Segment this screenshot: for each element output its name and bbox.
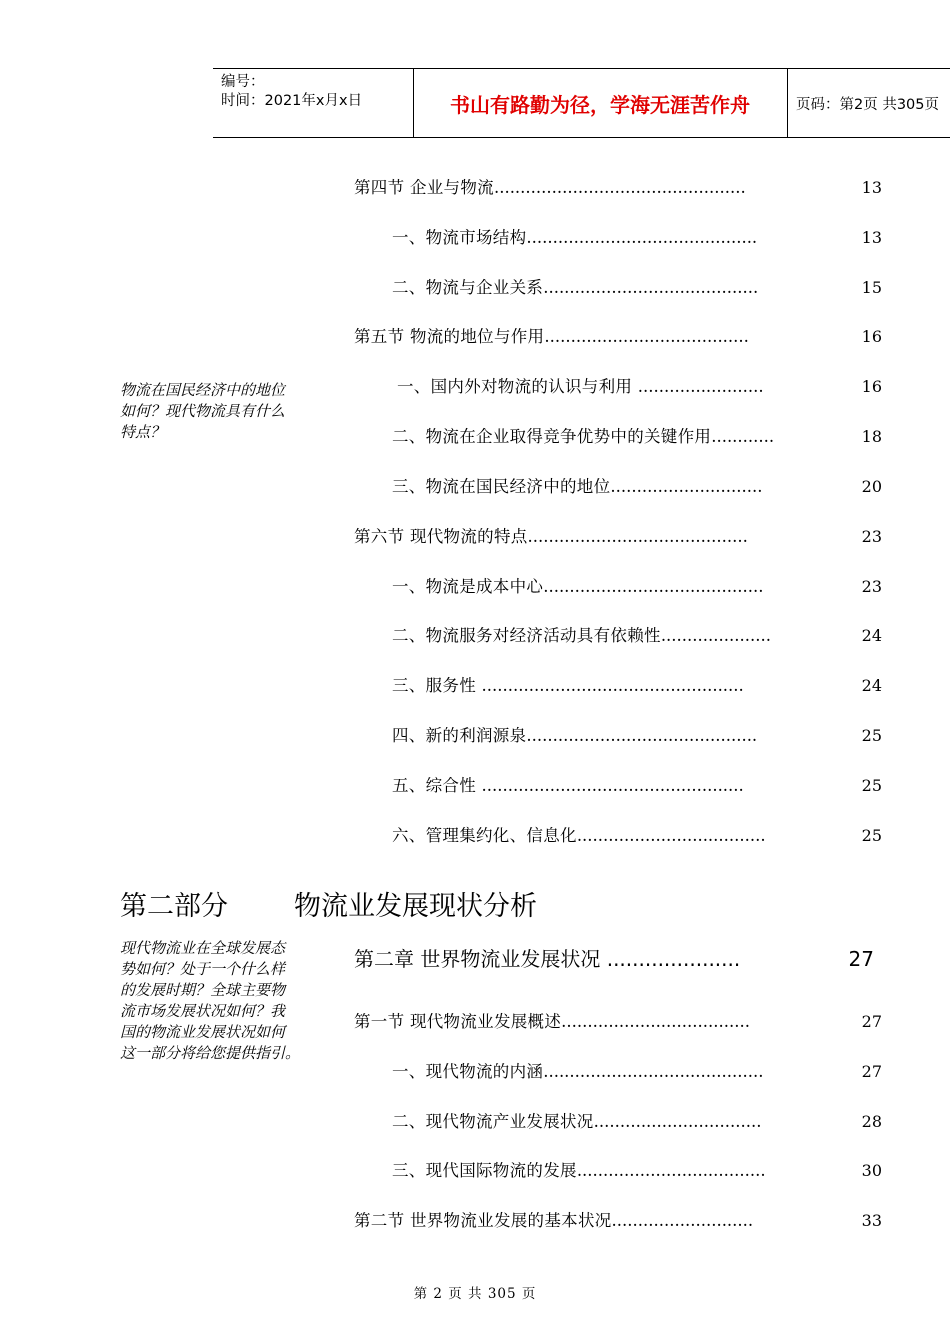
toc-entry	[392, 426, 774, 448]
toc-entry-text: 二、物流与企业关系	[392, 278, 544, 297]
toc-entry-text: 第四节 企业与物流	[354, 178, 494, 197]
side-note-line: 如何？现代物流具有什么	[120, 402, 286, 420]
toc-entry-text: 二、物流服务对经济活动具有依赖性	[392, 626, 661, 645]
toc-entry	[392, 825, 766, 847]
part-title: 物流业发展现状分析	[294, 891, 537, 922]
header-page-label: 页码：第2页 共305页	[796, 97, 940, 113]
toc-leader: ............................................	[526, 228, 758, 247]
toc-chapter-text: 第二章 世界物流业发展状况	[354, 947, 607, 971]
toc-page-number: 27	[861, 1012, 882, 1031]
toc-leader: ....................................	[561, 1012, 750, 1031]
toc-leader: ............................................	[526, 726, 758, 745]
toc-entry-text: 三、物流在国民经济中的地位	[392, 477, 611, 496]
toc-entry	[392, 675, 744, 697]
toc-entry	[354, 1011, 750, 1033]
page-header	[213, 68, 950, 138]
toc-entry	[392, 775, 744, 797]
toc-entry-text: 二、现代物流产业发展状况	[392, 1112, 594, 1131]
toc-entry-text: 第五节 物流的地位与作用	[354, 327, 545, 346]
page-footer: 第 2 页 共 305 页	[413, 1286, 537, 1302]
side-note-line: 特点？	[120, 423, 166, 441]
toc-leader: ........................	[637, 377, 764, 396]
toc-page-number: 28	[861, 1112, 882, 1131]
toc-page-number: 24	[861, 626, 882, 645]
side-note-line: 势如何？处于一个什么样	[120, 960, 286, 978]
toc-entry-text: 六、管理集约化、信息化	[392, 826, 577, 845]
toc-leader: .............................	[610, 477, 763, 496]
toc-page-number: 24	[861, 676, 882, 695]
toc-entry-text: 一、现代物流的内涵	[392, 1062, 544, 1081]
side-note-line: 国的物流业发展状况如何	[120, 1023, 286, 1041]
toc-entry-text: 一、物流市场结构	[392, 228, 527, 247]
header-divider	[787, 69, 788, 137]
side-note-line: 的发展时期？全球主要物	[120, 981, 286, 999]
toc-leader: ..........................................	[543, 1062, 764, 1081]
toc-page-number: 27	[861, 1062, 882, 1081]
toc-page-number: 18	[861, 427, 882, 446]
toc-leader: .......................................	[544, 327, 749, 346]
toc-page-number: 20	[861, 477, 882, 496]
toc-entry-text: 一、物流是成本中心	[392, 577, 544, 596]
toc-entry-text: 二、物流在企业取得竞争优势中的关键作用	[392, 427, 712, 446]
toc-entry-text: 三、服务性	[392, 676, 482, 695]
toc-entry-text: 五、综合性	[392, 776, 482, 795]
toc-entry	[392, 1160, 766, 1182]
side-note-line: 物流在国民经济中的地位	[120, 381, 286, 399]
toc-page-number: 16	[861, 377, 882, 396]
toc-entry	[397, 376, 764, 398]
side-note-line: 现代物流业在全球发展态	[120, 939, 286, 957]
side-note	[120, 380, 320, 443]
toc-leader: ...........................	[611, 1211, 754, 1230]
toc-entry	[354, 326, 749, 348]
toc-entry	[392, 277, 758, 299]
toc-page-number: 23	[861, 527, 882, 546]
toc-entry	[392, 476, 763, 498]
toc-entry	[392, 576, 764, 598]
toc-leader: ................................................	[493, 178, 746, 197]
toc-page-number: 13	[861, 178, 882, 197]
toc-page-number: 25	[861, 776, 882, 795]
toc-entry	[354, 177, 746, 199]
toc-entry	[392, 725, 757, 747]
toc-leader: ..........................................	[527, 527, 748, 546]
header-motto: 书山有路勤为径，学海无涯苦作舟	[450, 93, 750, 117]
toc-leader: ..........................................	[543, 577, 764, 596]
toc-leader: ....................................	[576, 826, 766, 845]
header-code-label: 编号：	[221, 74, 265, 90]
toc-leader: ................................	[593, 1112, 762, 1131]
toc-entry-text: 一、国内外对物流的认识与利用	[397, 377, 638, 396]
toc-entry-text: 第二节 世界物流业发展的基本状况	[354, 1211, 612, 1230]
toc-page-number: 25	[861, 826, 882, 845]
toc-entry-text: 三、现代国际物流的发展	[392, 1161, 577, 1180]
toc-page-number: 23	[861, 577, 882, 596]
toc-page-number: 13	[861, 228, 882, 247]
toc-page-number: 33	[861, 1211, 882, 1230]
toc-entry	[354, 1210, 753, 1232]
toc-entry-text: 四、新的利润源泉	[392, 726, 527, 745]
toc-chapter-page-number: 27	[848, 947, 874, 971]
toc-page-number: 30	[861, 1161, 882, 1180]
toc-leader: ....................................	[576, 1161, 766, 1180]
toc-leader: ............	[711, 427, 775, 446]
toc-page-number: 25	[861, 726, 882, 745]
toc-entry-text: 第一节 现代物流业发展概述	[354, 1012, 562, 1031]
toc-leader: .....................	[606, 947, 741, 971]
toc-leader: ..................................................	[481, 676, 744, 695]
header-meta	[221, 73, 411, 111]
header-time-label: 时间：2021年x月x日	[221, 93, 363, 109]
toc-entry-text: 第六节 现代物流的特点	[354, 527, 528, 546]
toc-page-number: 16	[861, 327, 882, 346]
toc-leader: .....................	[660, 626, 771, 645]
side-note-line: 流市场发展状况如何？我	[120, 1002, 286, 1020]
part-number: 第二部分	[120, 891, 228, 922]
part-heading	[120, 887, 537, 927]
toc-entry	[392, 227, 757, 249]
toc-page-number: 15	[861, 278, 882, 297]
toc-chapter-entry	[354, 944, 740, 974]
toc-leader: .........................................	[543, 278, 759, 297]
toc-leader: ..................................................	[481, 776, 744, 795]
toc-entry	[392, 1111, 761, 1133]
toc-entry	[354, 526, 748, 548]
toc-entry	[392, 625, 771, 647]
toc-entry	[392, 1061, 764, 1083]
side-note-line: 这一部分将给您提供指引。	[120, 1044, 301, 1062]
side-note	[120, 938, 320, 1064]
